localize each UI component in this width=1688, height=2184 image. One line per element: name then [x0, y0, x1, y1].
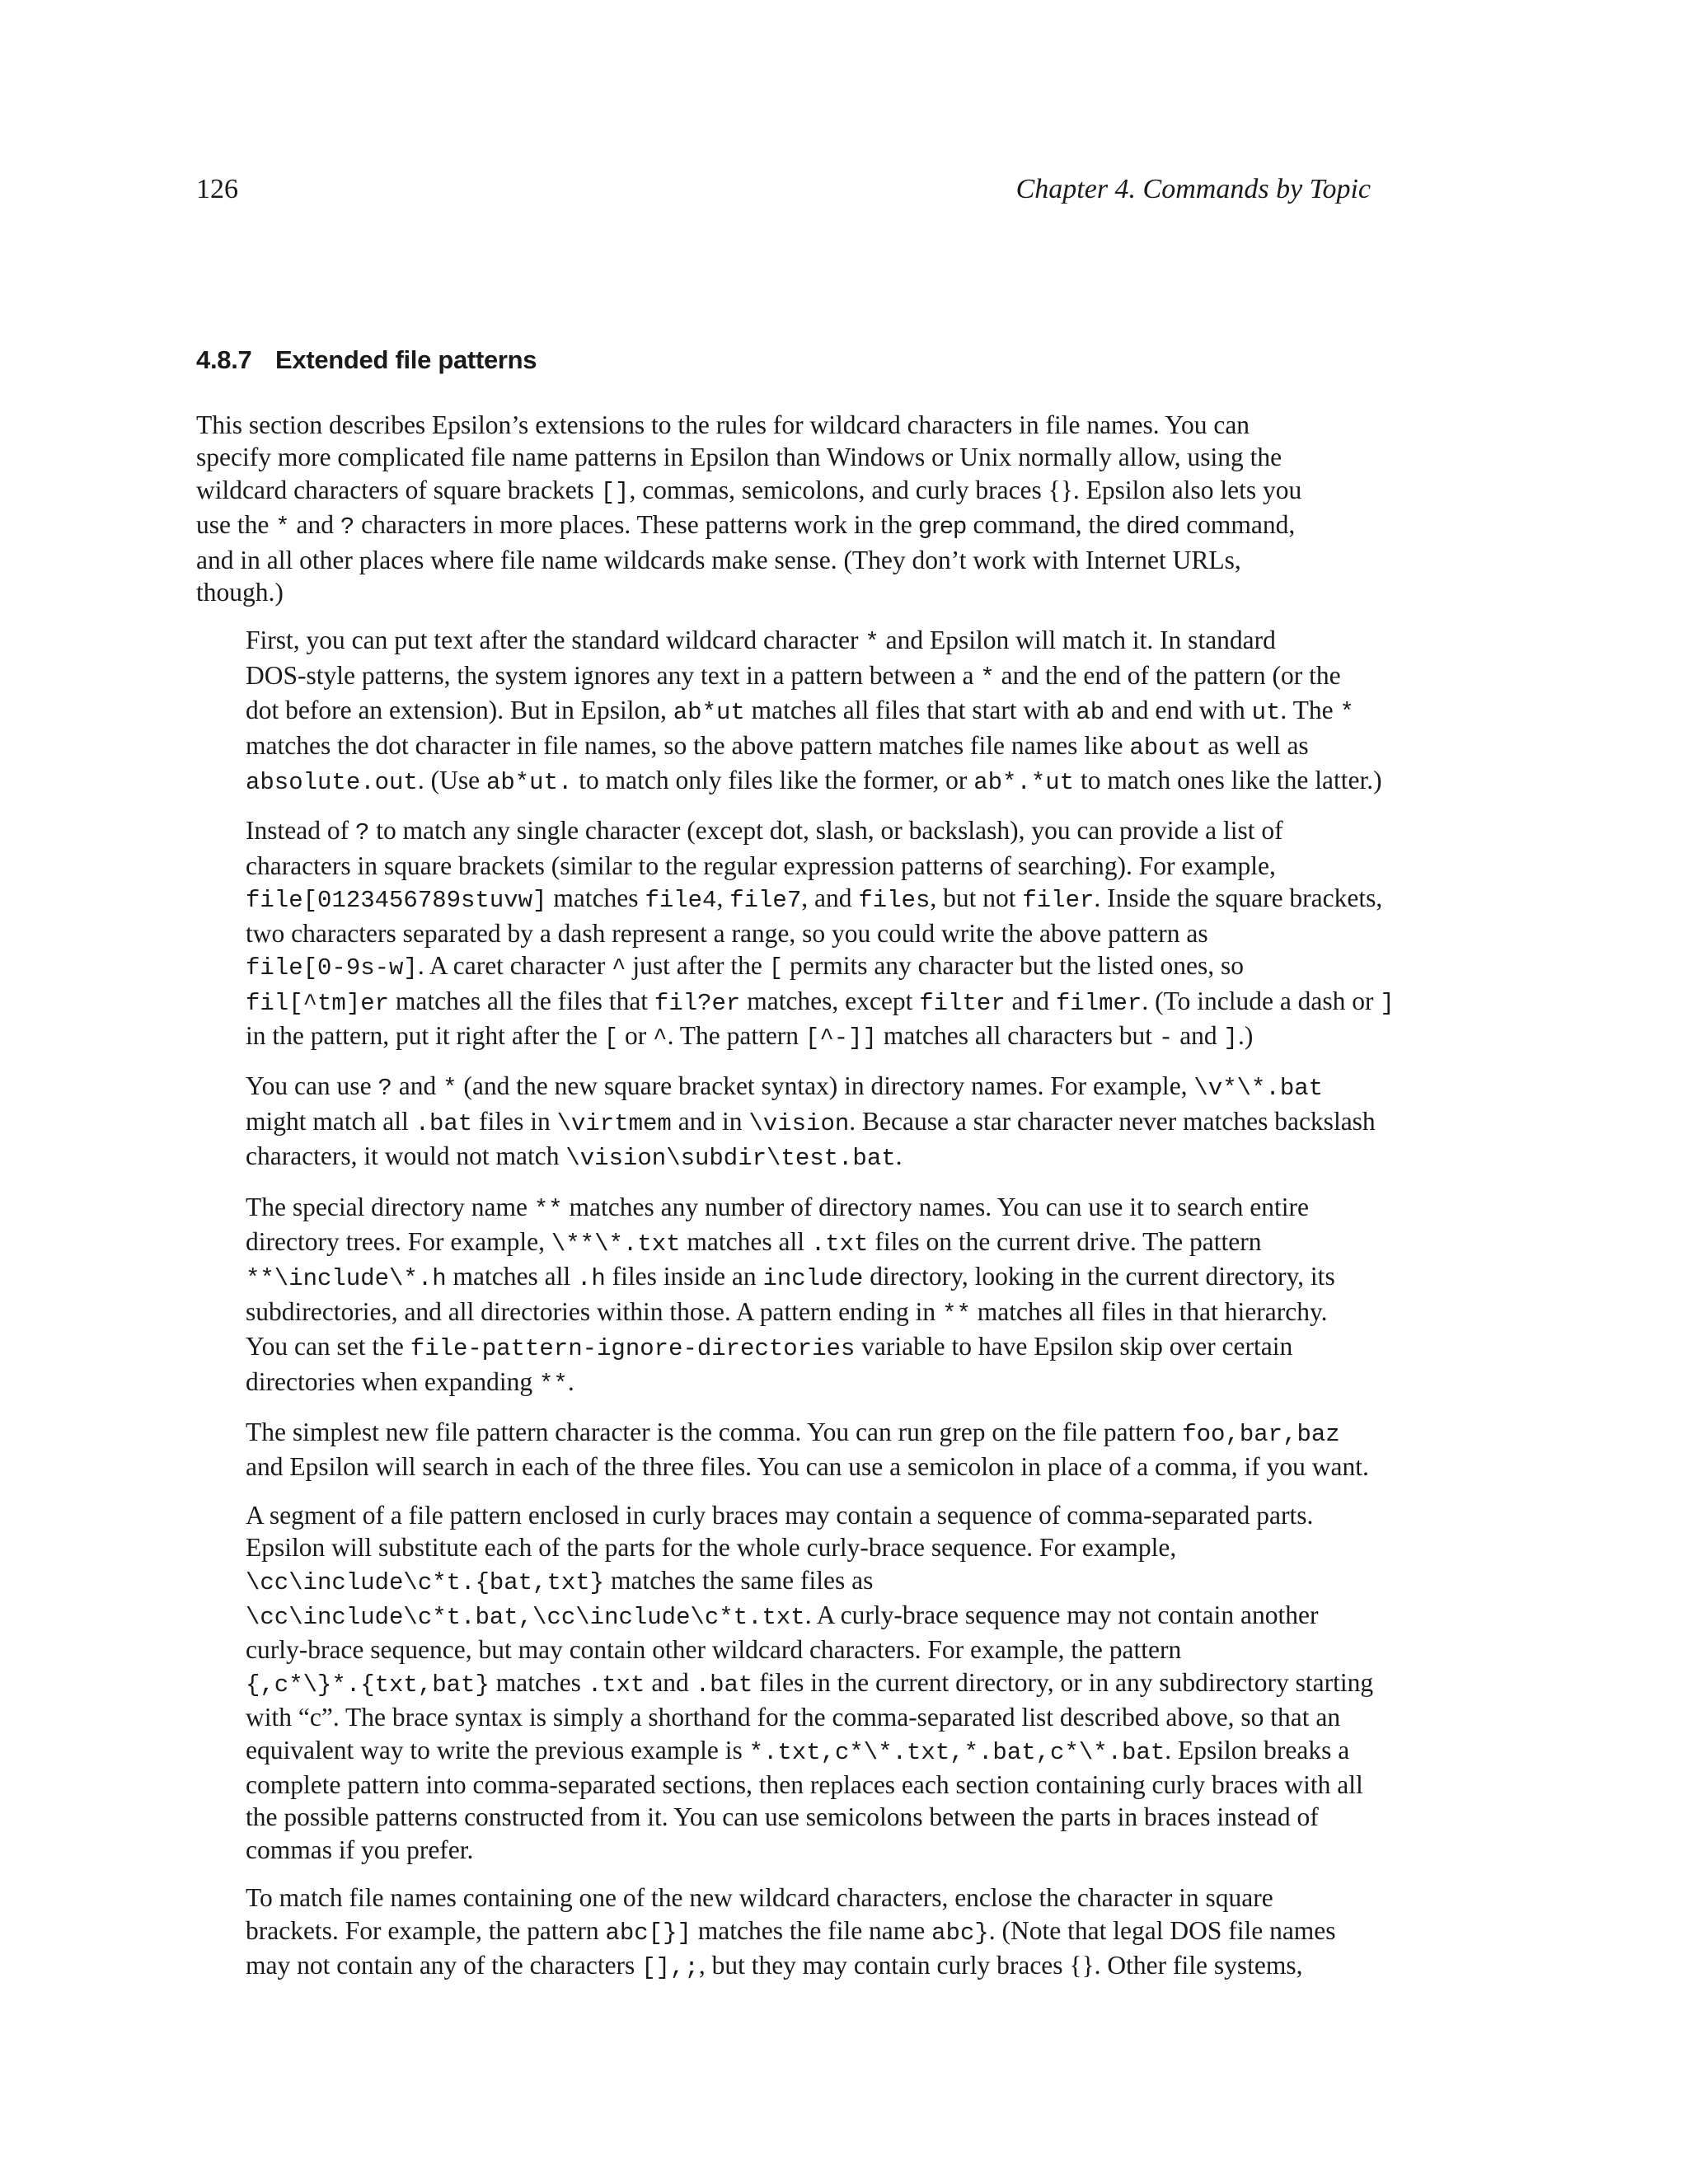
paragraph-1: [196, 409, 1371, 608]
text-line: [196, 1019, 1371, 1054]
code-literal: *: [275, 513, 290, 541]
text-run: and Epsilon will search in each of the three files. You can use a semicolon in place of a comma, if you want.: [246, 1452, 1369, 1482]
text-line: [196, 1070, 1371, 1104]
code-literal: {,c*\}*.{txt,bat}: [246, 1671, 490, 1699]
text-run: files in: [472, 1106, 557, 1136]
code-literal: ut: [1251, 699, 1281, 727]
text-line: [196, 544, 1371, 576]
text-run: matches all characters but: [876, 1020, 1159, 1050]
text-run: You can set the: [246, 1332, 410, 1361]
text-run: or: [618, 1020, 654, 1050]
text-run: characters in more places. These patterns work in the: [354, 510, 919, 540]
text-line: [196, 1949, 1371, 1984]
text-run: Instead of: [246, 816, 355, 846]
text-run: to match any single character (except dot, slash, or backslash), you can provide a list of: [369, 816, 1283, 846]
text-run: may not contain any of the characters: [246, 1951, 642, 1980]
text-line: [196, 917, 1371, 949]
text-run: the possible patterns constructed from it. You can use semicolons between the parts in braces instead of: [246, 1802, 1319, 1832]
text-run: . Because a star character never matches backslash: [849, 1106, 1376, 1136]
text-line: [196, 1882, 1371, 1914]
text-run: . (Note that legal DOS file names: [988, 1915, 1336, 1945]
text-run: matches: [546, 883, 645, 913]
text-line: [196, 1915, 1371, 1949]
text-run: characters, it would not match: [246, 1141, 566, 1171]
paragraph-8: [196, 1882, 1371, 1984]
text-run: might match all: [246, 1106, 415, 1136]
text-line: [196, 474, 1371, 509]
paragraph-2: [196, 624, 1382, 799]
text-run: wildcard characters of square brackets: [196, 475, 601, 504]
text-line: [196, 694, 1371, 729]
text-run: just after the: [626, 951, 769, 981]
code-literal: **\include\*.h: [246, 1265, 447, 1293]
code-literal: file[0123456789stuvw]: [246, 887, 547, 915]
text-run: dot before an extension). But in Epsilon,: [246, 696, 673, 725]
text-run: The simplest new file pattern character is the comma. You can run grep on the file pattern: [246, 1417, 1183, 1446]
code-literal: \**\*.txt: [551, 1230, 681, 1258]
text-line: [196, 1834, 1371, 1866]
text-line: [196, 409, 1371, 441]
text-run: command, the: [966, 510, 1127, 540]
code-literal: file-pattern-ignore-directories: [410, 1335, 856, 1363]
text-run: directories when expanding: [246, 1366, 540, 1396]
text-run: to match ones like the latter.): [1074, 766, 1382, 795]
code-literal: fil?er: [654, 989, 741, 1017]
text-run: equivalent way to write the previous example is: [246, 1735, 749, 1765]
section-number: 4.8.7: [196, 345, 252, 374]
text-line: [196, 1734, 1371, 1769]
text-run: and in: [671, 1106, 749, 1136]
code-literal: ^: [612, 954, 626, 982]
text-line: [196, 1296, 1371, 1330]
text-run: , and: [801, 883, 859, 913]
text-line: [196, 1701, 1371, 1733]
code-literal: [: [768, 954, 784, 982]
text-run: command,: [1179, 510, 1296, 540]
text-run: use the: [196, 510, 276, 540]
text-run: brackets. For example, the pattern: [246, 1915, 606, 1945]
code-literal: file7: [729, 887, 802, 915]
text-run: . A caret character: [417, 951, 612, 981]
code-literal: **: [942, 1300, 971, 1328]
text-run: , but they may contain curly braces {}. Other file systems,: [698, 1951, 1303, 1980]
text-run: and: [1005, 986, 1056, 1015]
running-head: Chapter 4. Commands by Topic: [1015, 174, 1371, 204]
text-line: [196, 1226, 1371, 1260]
text-run: You can use: [246, 1071, 378, 1101]
text-run: specify more complicated file name patterns in Epsilon than Windows or Unix normally allow, using the: [196, 443, 1282, 472]
code-literal: .h: [576, 1265, 606, 1293]
code-literal: \v*\*.bat: [1193, 1075, 1324, 1103]
code-literal: ?: [377, 1075, 392, 1103]
text-line: [196, 1499, 1371, 1531]
code-literal: filter: [919, 989, 1006, 1017]
text-line: [196, 1531, 1371, 1563]
page-number: 126: [196, 174, 238, 204]
code-literal: []: [600, 478, 630, 506]
code-literal: ?: [340, 513, 355, 541]
paragraph-6: [196, 1416, 1371, 1483]
code-literal: \vision\subdir\test.bat: [565, 1145, 896, 1173]
section-heading: [196, 340, 537, 381]
code-literal: .bat: [415, 1109, 473, 1137]
code-literal: ]: [1380, 989, 1395, 1017]
code-literal: files: [858, 887, 931, 915]
text-run: and: [645, 1667, 696, 1697]
text-line: [196, 441, 1371, 473]
text-run: to match only files like the former, or: [572, 766, 974, 795]
text-run: .: [895, 1141, 903, 1171]
text-line: [196, 1330, 1371, 1365]
code-literal: *.txt,c*\*.txt,*.bat,c*\*.bat: [748, 1738, 1165, 1766]
text-run: and: [289, 510, 340, 540]
text-run: though.): [196, 578, 284, 607]
code-literal: -: [1158, 1024, 1174, 1052]
text-run: DOS-style patterns, the system ignores any text in a pattern between a: [246, 660, 981, 690]
code-literal: filmer: [1055, 989, 1142, 1017]
text-line: [196, 624, 1371, 658]
text-line: [196, 1599, 1371, 1633]
text-run: in the pattern, put it right after the: [246, 1020, 604, 1050]
code-literal: absolute.out: [246, 769, 418, 797]
text-run: two characters separated by a dash represent a range, so you could write the above pattern as: [246, 918, 1208, 948]
text-run: matches all files that start with: [744, 696, 1076, 725]
text-run: . (Use: [417, 766, 486, 795]
text-run: directory, looking in the current directory, its: [863, 1262, 1335, 1291]
text-line: [196, 509, 1371, 543]
text-run: . (To include a dash or: [1142, 986, 1381, 1015]
code-literal: .txt: [810, 1230, 869, 1258]
code-literal: foo,bar,baz: [1182, 1420, 1340, 1448]
text-run: matches any number of directory names. You can use it to search entire: [562, 1192, 1310, 1221]
text-run: with “c”. The brace syntax is simply a shorthand for the comma-separated list described above, so that an: [246, 1703, 1341, 1732]
code-literal: \cc\include\c*t.bat,\cc\include\c*t.txt: [246, 1604, 805, 1631]
text-line: [196, 1451, 1371, 1483]
text-run: matches, except: [740, 986, 920, 1015]
text-line: [196, 814, 1371, 849]
code-literal: ab*ut: [673, 699, 745, 727]
text-run: .): [1237, 1020, 1254, 1050]
code-literal: about: [1129, 733, 1202, 762]
code-literal: \virtmem: [556, 1109, 672, 1137]
text-line: [196, 1260, 1371, 1295]
text-run: First, you can put text after the standard wildcard character: [246, 626, 865, 655]
text-run: files on the current drive. The pattern: [868, 1226, 1262, 1256]
text-run: and: [1173, 1020, 1224, 1050]
text-run: . Inside the square brackets,: [1094, 883, 1383, 913]
text-run: files inside an: [605, 1262, 763, 1291]
paragraph-5: [196, 1191, 1371, 1400]
code-literal: ^: [653, 1024, 668, 1052]
text-line: [196, 576, 1371, 608]
text-run: matches all files in that hierarchy.: [970, 1296, 1328, 1326]
text-run: commas if you prefer.: [246, 1835, 474, 1864]
text-run: matches the file name: [691, 1915, 932, 1945]
text-run: as well as: [1201, 730, 1309, 760]
text-run: . Epsilon breaks a: [1165, 1735, 1350, 1765]
paragraph-7: [196, 1499, 1374, 1866]
text-run: .: [567, 1366, 574, 1396]
code-literal: include: [762, 1265, 864, 1293]
code-literal: ab*ut.: [485, 769, 573, 797]
text-run: matches: [489, 1667, 588, 1697]
text-line: [196, 659, 1371, 694]
text-line: [196, 1191, 1371, 1226]
code-literal: [: [603, 1024, 619, 1052]
text-line: [196, 985, 1395, 1019]
text-line: [196, 1564, 1371, 1599]
text-run: directory trees. For example,: [246, 1226, 551, 1256]
text-run: matches all: [446, 1262, 577, 1291]
text-line: [196, 764, 1382, 799]
code-literal: file4: [645, 887, 717, 915]
code-literal: \cc\include\c*t.{bat,txt}: [246, 1568, 605, 1596]
text-run: and Epsilon will match it. In standard: [879, 626, 1276, 655]
code-literal: ]: [1223, 1024, 1238, 1052]
text-run: and end with: [1104, 696, 1252, 725]
command-name: dired: [1126, 513, 1180, 540]
code-literal: **: [539, 1370, 568, 1398]
text-run: and the end of the pattern (or the: [994, 660, 1341, 690]
text-run: (and the new square bracket syntax) in directory names. For example,: [457, 1071, 1194, 1101]
code-literal: ab: [1076, 699, 1105, 727]
text-line: [196, 1801, 1371, 1833]
text-run: permits any character but the listed ones, so: [783, 951, 1245, 981]
code-literal: *: [980, 663, 995, 691]
code-literal: ?: [354, 819, 370, 847]
text-run: , commas, semicolons, and curly braces {}. Epsilon also lets you: [629, 475, 1302, 504]
text-run: and: [392, 1071, 443, 1101]
code-literal: [],;: [641, 1954, 699, 1982]
code-literal: fil[^tm]er: [246, 989, 390, 1017]
text-run: A segment of a file pattern enclosed in curly braces may contain a sequence of comma-separated parts.: [246, 1500, 1314, 1530]
section-title: Extended file patterns: [275, 345, 537, 374]
text-line: [196, 1666, 1374, 1701]
text-run: files in the current directory, or in any subdirectory starting: [753, 1667, 1374, 1697]
command-name: grep: [918, 513, 967, 540]
text-line: [196, 1769, 1371, 1801]
text-run: This section describes Epsilon’s extensions to the rules for wildcard characters in file names. You can: [196, 410, 1250, 439]
body-text: [196, 409, 1395, 1999]
code-literal: file[0-9s-w]: [246, 954, 418, 982]
code-literal: **: [533, 1195, 563, 1223]
paragraph-4: [196, 1070, 1376, 1174]
text-run: subdirectories, and all directories within those. A pattern ending in: [246, 1296, 943, 1326]
text-line: [196, 1140, 1371, 1174]
text-run: . A curly-brace sequence may not contain another: [804, 1601, 1319, 1629]
text-line: [196, 882, 1383, 916]
text-run: The special directory name: [246, 1192, 534, 1221]
text-run: . The pattern: [667, 1020, 805, 1050]
text-line: [196, 1416, 1371, 1451]
code-literal: \vision: [748, 1109, 850, 1137]
paragraph-3: [196, 814, 1395, 1054]
text-line: [196, 729, 1371, 764]
text-run: matches the same files as: [604, 1565, 874, 1595]
text-run: To match file names containing one of the new wildcard characters, enclose the character in square: [246, 1883, 1273, 1913]
code-literal: .txt: [587, 1671, 645, 1699]
text-line: [196, 1366, 1371, 1400]
text-run: variable to have Epsilon skip over certain: [855, 1332, 1293, 1361]
code-literal: *: [443, 1075, 457, 1103]
text-line: [196, 949, 1371, 984]
text-run: curly-brace sequence, but may contain other wildcard characters. For example, the pattern: [246, 1635, 1182, 1665]
text-run: matches all: [680, 1226, 811, 1256]
code-literal: filer: [1022, 887, 1095, 915]
code-literal: [^-]]: [804, 1024, 877, 1052]
text-run: ,: [716, 883, 730, 913]
code-literal: .bat: [695, 1671, 753, 1699]
code-literal: abc[}]: [605, 1919, 692, 1947]
text-run: characters in square brackets (similar to the regular expression patterns of searching). For example,: [246, 851, 1276, 880]
text-run: , but not: [930, 883, 1023, 913]
page-header: [196, 165, 1371, 214]
text-line: [196, 1633, 1371, 1666]
text-line: [196, 1105, 1376, 1140]
code-literal: *: [1339, 699, 1354, 727]
code-literal: ab*.*ut: [973, 769, 1075, 797]
code-literal: abc}: [931, 1919, 989, 1947]
text-run: and in all other places where file name wildcards make sense. (They don’t work with Internet URLs,: [196, 545, 1241, 574]
text-run: Epsilon will substitute each of the parts for the whole curly-brace sequence. For example,: [246, 1533, 1177, 1563]
text-run: matches the dot character in file names, so the above pattern matches file names like: [246, 730, 1130, 760]
text-line: [196, 850, 1371, 882]
text-run: complete pattern into comma-separated sections, then replaces each section containing curly braces with all: [246, 1770, 1363, 1800]
text-run: matches all the files that: [389, 986, 654, 1015]
code-literal: *: [865, 629, 879, 657]
text-run: . The: [1280, 696, 1340, 725]
